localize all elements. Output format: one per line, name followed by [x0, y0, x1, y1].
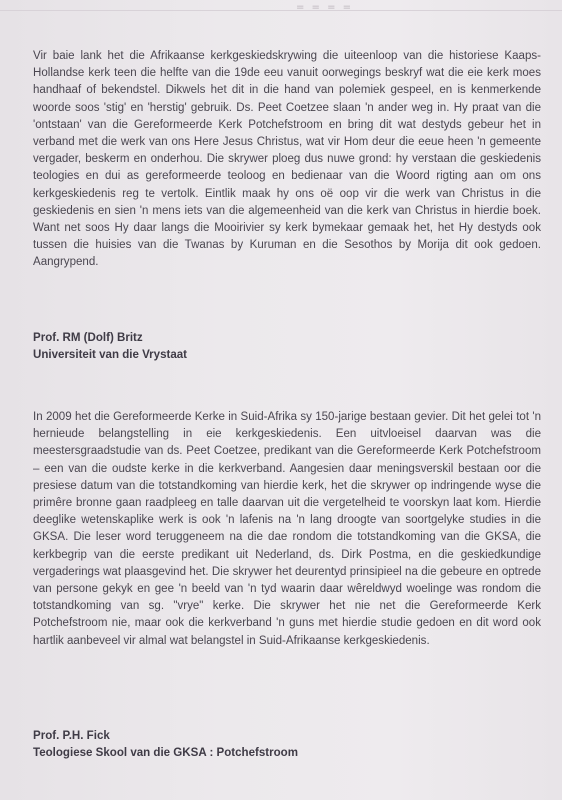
scan-mark: = = = =	[296, 2, 354, 13]
review-paragraph-britz: Vir baie lank het die Afrikaanse kerkgeskiedskrywing die uiteenloop van die historiese Kaaps-Hollandse kerk teen die helfte van die 19de eeu vanuit oorwegings beskryf wat die eie kerk moes handhaaf of bekendstel. Dikwels het dit in die hand van polemiek gespeel, en is kenmerkende woorde soos 'stig' en 'herstig' gebruik. Ds. Peet Coetzee slaan 'n ander weg in. Hy praat van die 'ontstaan' van die Gereformeerde Kerk Potchefstroom en bring dit wat destyds gebeur het in verband met die werk van ons Here Jesus Christus, wat vir Hom deur die eeue heen 'n gemeente vergader, beskerm en onderhou. Die skrywer ploeg dus nuwe grond: hy verstaan die geskiedenis teologies en dui as gereformeerde teoloog en bedienaar van die Woord rigting aan om ons kerkgeskiedenis reg te vertolk. Eintlik maak hy ons oë oop vir die werk van Christus in die geskiedenis en sien 'n mens iets van die algemeenheid van die kerk van Christus in hierdie boek. Want net soos Hy daar langs die Mooirivier sy kerk bymekaar gemaak het, het Hy destyds ook tussen die huisies van die Twanas by Kuruman en die Sesothos by Morija dit ook gedoen. Aangrypend.	[33, 50, 541, 269]
review-paragraph-fick: In 2009 het die Gereformeerde Kerke in Suid-Afrika sy 150-jarige bestaan gevier. Dit het gelei tot 'n hernieude belangstelling in eie kerkgeskiedenis. Een uitvloeisel daarvan was die meestersgraadstudie van ds. Peet Coetzee, predikant van die Gereformeerde Kerk Potchefstroom – een van die oudste kerke in die kerkverband. Aangesien daar meningsverskil bestaan oor die presiese datum van die totstandkoming van hierdie kerk, het die skrywer op indringende wyse die primêre bronne gaan raadpleeg en talle daarvan uit die vergetelheid te voorskyn laat kom. Hierdie deeglike wetenskaplike werk is ook 'n lafenis na 'n lang droogte van soortgelyke studies in die GKSA. Die leser word teruggeneem na die dae rondom die totstandkoming van die GKSA, die kerkbegrip van die eerste predikant uit Nederland, ds. Dirk Postma, en die geskiedkundige vergaderings wat plaasgevind het. Die skrywer het deurentyd prinsipieel na die gebeure en optrede van persone gekyk en gee 'n beeld van 'n tyd waarin daar wêreldwyd woelinge was rondom die totstandkoming van sg. "vrye" kerke. Die skrywer het nie net die Gereformeerde Kerk Potchefstroom nie, maar ook die kerkverband 'n guns met hierdie studie gedoen en dit word ook hartlik aanbeveel vir almal wat belangstel in Suid-Afrikaanse kerkgeskiedenis.	[33, 411, 541, 647]
reviewer-affiliation: Teologiese Skool van die GKSA : Potchefstroom	[33, 747, 298, 760]
review-signature-britz	[33, 330, 541, 364]
reviewer-name: Prof. P.H. Fick	[33, 730, 110, 742]
reviewer-affiliation: Universiteit van die Vrystaat	[33, 349, 188, 362]
review-signature-fick	[33, 728, 541, 762]
reviewer-name: Prof. RM (Dolf) Britz	[33, 332, 143, 344]
top-edge-line	[0, 10, 562, 11]
